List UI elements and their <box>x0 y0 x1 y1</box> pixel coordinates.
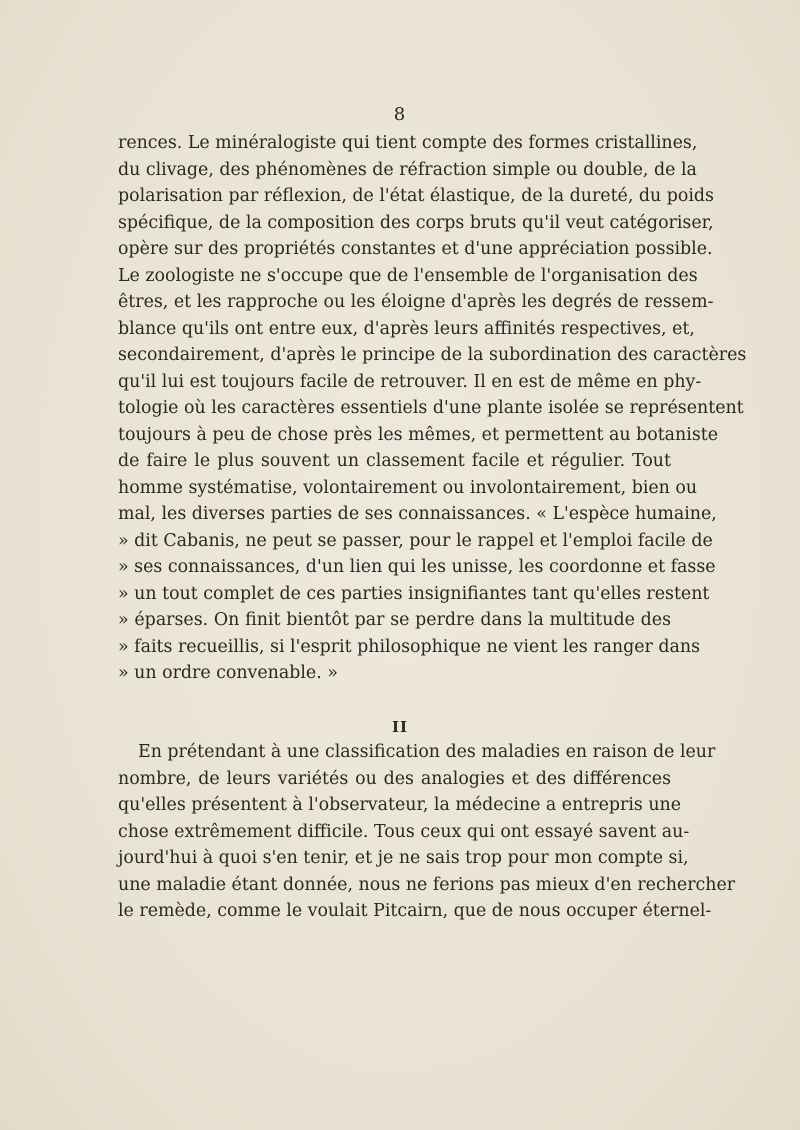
text-line: le remède, comme le voulait Pitcairn, que de nous occuper éternel- <box>118 901 712 921</box>
text-line: » un tout complet de ces parties insignifiantes tant qu'elles restent <box>118 583 710 604</box>
section-heading: II <box>391 718 409 736</box>
text-line: chose extrêmement difficile. Tous ceux qui ont essayé savent au- <box>118 821 690 842</box>
text-line: une maladie étant donnée, nous ne ferions pas mieux d'en rechercher <box>118 874 736 895</box>
text-line: opère sur des propriétés constantes et d'une appréciation possible. <box>118 239 713 259</box>
text-line: mal, les diverses parties de ses connaissances. « L'espèce humaine, <box>118 504 717 524</box>
text-line: » un ordre convenable. » <box>118 663 338 683</box>
paragraph-1 <box>118 130 747 687</box>
text-line: homme systématise, volontairement ou involontairement, bien ou <box>118 477 698 498</box>
text-line: êtres, et les rapproche ou les éloigne d'après les degrés de ressem- <box>118 292 714 312</box>
text-line: nombre, de leurs variétés ou des analogies et des différences <box>118 768 671 789</box>
paragraph-2 <box>118 739 736 925</box>
text-line: tologie où les caractères essentiels d'une plante isolée se représentent <box>118 398 744 418</box>
text-line: » faits recueillis, si l'esprit philosophique ne vient les ranger dans <box>118 636 701 657</box>
page-number: 8 <box>393 104 407 125</box>
text-line: » ses connaissances, d'un lien qui les unisse, les coordonne et fasse <box>118 557 716 577</box>
text-line: » éparses. On finit bientôt par se perdre dans la multitude des <box>118 610 671 630</box>
text-line: du clivage, des phénomènes de réfraction simple ou double, de la <box>118 159 697 180</box>
text-line: spécifique, de la composition des corps bruts qu'il veut catégoriser, <box>118 212 714 233</box>
text-line: En prétendant à une classification des maladies en raison de leur <box>138 742 716 762</box>
text-line: secondairement, d'après le principe de la subordination des caractères <box>118 345 747 365</box>
text-line: qu'il lui est toujours facile de retrouver. Il en est de même en phy- <box>118 371 702 392</box>
text-line: de faire le plus souvent un classement facile et régulier. Tout <box>118 451 671 471</box>
text-line: » dit Cabanis, ne peut se passer, pour le rappel et l'emploi facile de <box>118 530 713 551</box>
text-line: toujours à peu de chose près les mêmes, et permettent au botaniste <box>118 424 719 445</box>
text-line: rences. Le minéralogiste qui tient compte des formes cristallines, <box>118 133 698 153</box>
text-line: jourd'hui à quoi s'en tenir, et je ne sais trop pour mon compte si, <box>118 848 689 868</box>
text-line: polarisation par réflexion, de l'état élastique, de la dureté, du poids <box>118 186 714 206</box>
text-line: blance qu'ils ont entre eux, d'après leurs affinités respectives, et, <box>118 318 695 339</box>
text-line: qu'elles présentent à l'observateur, la médecine a entrepris une <box>118 795 682 815</box>
text-line: Le zoologiste ne s'occupe que de l'ensemble de l'organisation des <box>118 265 698 286</box>
